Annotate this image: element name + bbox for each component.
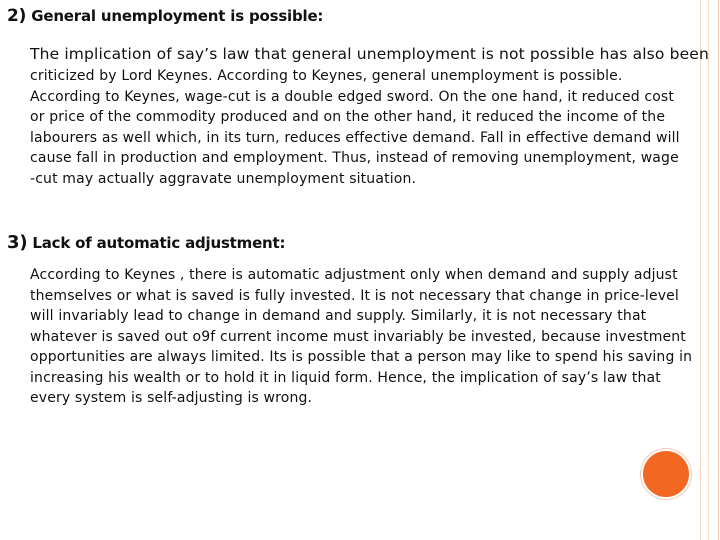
- section-heading-3: [7, 232, 285, 253]
- paragraph-line: -cut may actually aggravate unemployment situation.: [30, 170, 417, 187]
- paragraph-line: themselves or what is saved is fully invested. It is not necessary that change in price-level: [30, 287, 679, 304]
- paragraph-line: labourers as well which, in its turn, reduces effective demand. Fall in effective demand will: [30, 129, 680, 146]
- section-number: 2): [7, 6, 27, 26]
- paragraph-line: or price of the commodity produced and on the other hand, it reduced the income of the: [30, 109, 666, 125]
- paragraph-line: cause fall in production and employment. Thus, instead of removing unemployment, wage: [30, 150, 679, 166]
- paragraph-line: The implication of say’s law that general unemployment is not possible has also been: [30, 45, 709, 63]
- orange-circle-decoration: [641, 449, 691, 499]
- paragraph-line: increasing his wealth or to hold it in liquid form. Hence, the implication of say’s law that: [30, 369, 661, 386]
- section-heading-2: [7, 6, 323, 26]
- paragraph-line: whatever is saved out o9f current income must invariably be invested, because investment: [30, 328, 686, 345]
- frame-line-edge: [718, 0, 719, 540]
- section-3-paragraph: [30, 265, 718, 409]
- paragraph-line: According to Keynes, wage-cut is a double edged sword. On the one hand, it reduced cost: [30, 88, 674, 105]
- paragraph-line: opportunities are always limited. Its is possible that a person may like to spend his saving in: [30, 349, 693, 365]
- section-title: General unemployment is possible:: [31, 7, 324, 25]
- paragraph-line: every system is self-adjusting is wrong.: [30, 390, 313, 406]
- section-title: Lack of automatic adjustment:: [32, 234, 286, 252]
- paragraph-line: will invariably lead to change in demand and supply. Similarly, it is not necessary that: [30, 308, 647, 324]
- paragraph-line: criticized by Lord Keynes. According to Keynes, general unemployment is possible.: [30, 68, 623, 84]
- section-number: 3): [7, 232, 28, 253]
- section-2-paragraph: [30, 43, 718, 189]
- paragraph-line: According to Keynes , there is automatic adjustment only when demand and supply adjust: [30, 267, 678, 283]
